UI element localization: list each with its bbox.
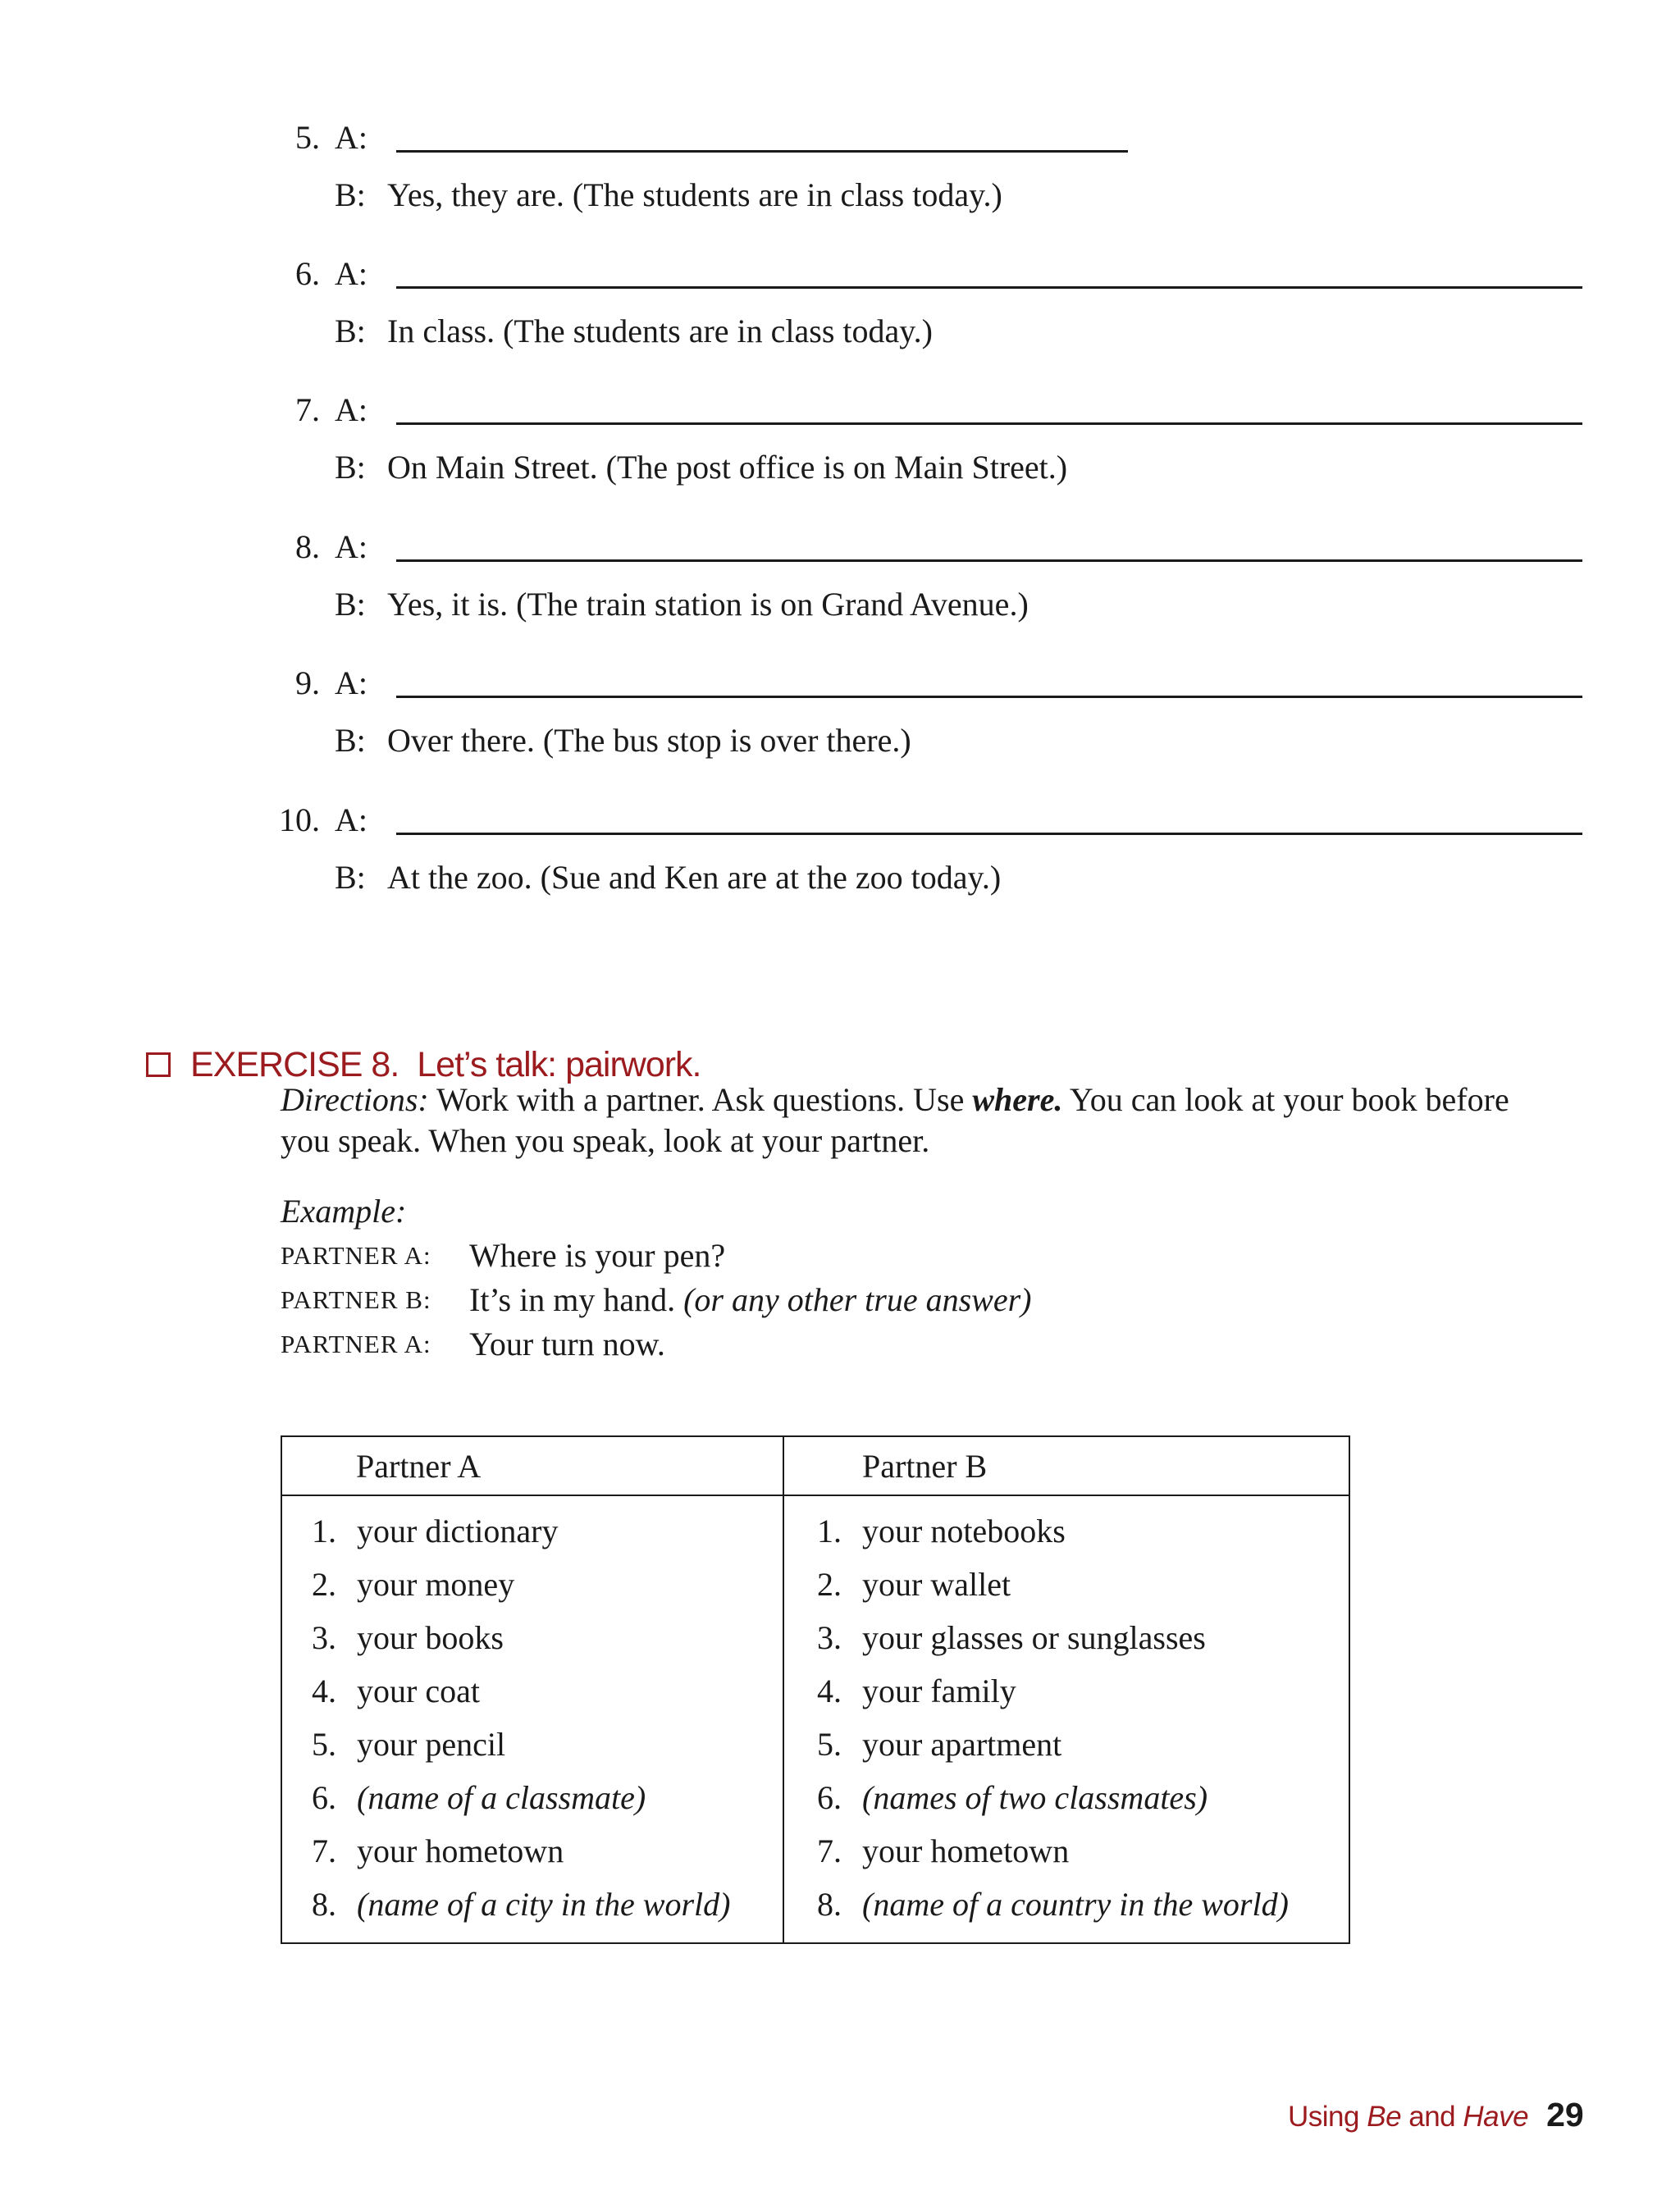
b-answer: Over there. (The bus stop is over there.) <box>387 722 911 759</box>
question-item-5 <box>0 119 1680 250</box>
dialogue-text: Your turn now. <box>469 1326 665 1362</box>
partner-a-cell: 1. your dictionary <box>281 1495 783 1558</box>
item-number: 8. <box>295 528 320 565</box>
example-block <box>281 1189 1032 1367</box>
b-label: B: <box>335 722 366 759</box>
a-label: A: <box>335 801 368 838</box>
dialogue-line <box>281 1234 1032 1278</box>
partner-a-cell: 2. your money <box>281 1558 783 1611</box>
answer-blank-line[interactable] <box>396 696 1582 698</box>
question-item-7 <box>0 391 1680 523</box>
partner-b-cell: 1. your notebooks <box>783 1495 1349 1558</box>
dialogue-line <box>281 1278 1032 1322</box>
b-label: B: <box>335 313 366 349</box>
speaker-label: PARTNER B: <box>281 1285 431 1314</box>
partner-b-cell: 2. your wallet <box>783 1558 1349 1611</box>
a-label: A: <box>335 391 368 428</box>
item-number: 9. <box>295 664 320 701</box>
partner-b-cell: 7. your hometown <box>783 1824 1349 1878</box>
item-number: 6. <box>295 255 320 292</box>
partner-b-cell: 3. your glasses or sunglasses <box>783 1611 1349 1664</box>
b-answer: At the zoo. (Sue and Ken are at the zoo today.) <box>387 859 1002 896</box>
speaker-label: PARTNER A: <box>281 1330 431 1358</box>
table-row <box>281 1664 1349 1718</box>
question-item-8 <box>0 528 1680 659</box>
directions-label: Directions: <box>281 1081 429 1118</box>
partner-a-cell: 7. your hometown <box>281 1824 783 1878</box>
dialogue-text: It’s in my hand. (or any other true answer) <box>469 1281 1032 1318</box>
table-row <box>281 1718 1349 1771</box>
question-item-9 <box>0 664 1680 796</box>
table-row <box>281 1495 1349 1558</box>
exercise-checkbox[interactable] <box>146 1052 171 1077</box>
table-row <box>281 1824 1349 1878</box>
column-header-partner-a: Partner A <box>281 1436 783 1495</box>
partner-a-cell: 5. your pencil <box>281 1718 783 1771</box>
page-footer <box>1288 2096 1584 2134</box>
item-number: 10. <box>279 801 320 838</box>
b-answer: In class. (The students are in class today.) <box>387 313 933 349</box>
answer-blank-line[interactable] <box>396 422 1582 425</box>
dialogue-line <box>281 1322 1032 1367</box>
a-label: A: <box>335 528 368 565</box>
partner-b-cell: 8. (name of a country in the world) <box>783 1878 1349 1943</box>
answer-blank-line[interactable] <box>396 833 1582 835</box>
answer-blank-line[interactable] <box>396 286 1582 289</box>
partner-a-cell: 3. your books <box>281 1611 783 1664</box>
a-label: A: <box>335 255 368 292</box>
partner-b-cell: 5. your apartment <box>783 1718 1349 1771</box>
exercise-name: Let’s talk: pairwork. <box>417 1044 701 1084</box>
footer-chapter-title: Using Be and Have <box>1288 2101 1529 2133</box>
partner-b-cell: 6. (names of two classmates) <box>783 1771 1349 1824</box>
page-number: 29 <box>1546 2096 1584 2134</box>
item-number: 7. <box>295 391 320 428</box>
dialogue-text: Where is your pen? <box>469 1237 726 1274</box>
table-row <box>281 1611 1349 1664</box>
table-row <box>281 1771 1349 1824</box>
question-item-10 <box>0 801 1680 933</box>
b-answer: On Main Street. (The post office is on Main Street.) <box>387 449 1068 486</box>
b-label: B: <box>335 449 366 486</box>
answer-blank-line[interactable] <box>396 559 1582 562</box>
b-label: B: <box>335 586 366 623</box>
exercise-number: EXERCISE 8. <box>190 1044 399 1084</box>
table-row <box>281 1558 1349 1611</box>
partner-a-cell: 4. your coat <box>281 1664 783 1718</box>
a-label: A: <box>335 119 368 156</box>
a-label: A: <box>335 664 368 701</box>
item-number: 5. <box>295 119 320 156</box>
b-label: B: <box>335 859 366 896</box>
partner-b-cell: 4. your family <box>783 1664 1349 1718</box>
answer-blank-line[interactable] <box>396 150 1128 153</box>
b-answer: Yes, they are. (The students are in class today.) <box>387 176 1002 213</box>
speaker-label: PARTNER A: <box>281 1241 431 1270</box>
b-label: B: <box>335 176 366 213</box>
b-answer: Yes, it is. (The train station is on Grand Avenue.) <box>387 586 1029 623</box>
directions-text-1: Work with a partner. Ask questions. Use <box>428 1081 973 1118</box>
pairwork-table <box>281 1435 1350 1944</box>
table-row <box>281 1878 1349 1943</box>
directions <box>281 1079 1544 1161</box>
partner-a-cell: 8. (name of a city in the world) <box>281 1878 783 1943</box>
question-item-6 <box>0 255 1680 386</box>
partner-a-cell: 6. (name of a classmate) <box>281 1771 783 1824</box>
directions-text-2: You can look at your book before you speak. When you speak, look at your partner. <box>281 1081 1509 1159</box>
example-label: Example: <box>281 1193 407 1230</box>
column-header-partner-b: Partner B <box>783 1436 1349 1495</box>
directions-keyword: where. <box>972 1081 1063 1118</box>
